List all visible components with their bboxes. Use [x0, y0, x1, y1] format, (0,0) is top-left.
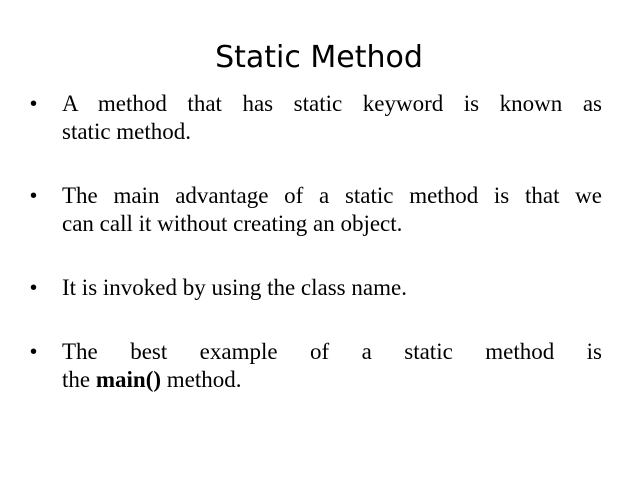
code-keyword: main(): [95, 367, 162, 392]
bullet-marker: •: [30, 93, 38, 115]
bullet-item: [30, 338, 602, 394]
bullet-text-line: static method.: [62, 119, 192, 144]
bullet-item: [30, 90, 602, 146]
bullet-text-line: [62, 366, 602, 394]
bullet-list: [30, 90, 602, 430]
bullet-marker: •: [30, 185, 38, 207]
bullet-item: [30, 274, 602, 302]
bullet-marker: •: [30, 277, 38, 299]
bullet-text-segment: method.: [161, 367, 242, 392]
slide-title: Static Method: [215, 40, 423, 75]
bullet-marker: •: [30, 341, 38, 363]
bullet-text-segment: the: [62, 367, 96, 392]
bullet-text-line: A method that has static keyword is known as: [62, 91, 602, 116]
bullet-text-line: The main advantage of a static method is that we: [62, 183, 602, 208]
bullet-text-line: can call it without creating an object.: [62, 211, 403, 236]
bullet-text-line: It is invoked by using the class name.: [62, 275, 407, 300]
bullet-item: [30, 182, 602, 238]
bullet-text-line: The best example of a static method is: [62, 339, 602, 364]
